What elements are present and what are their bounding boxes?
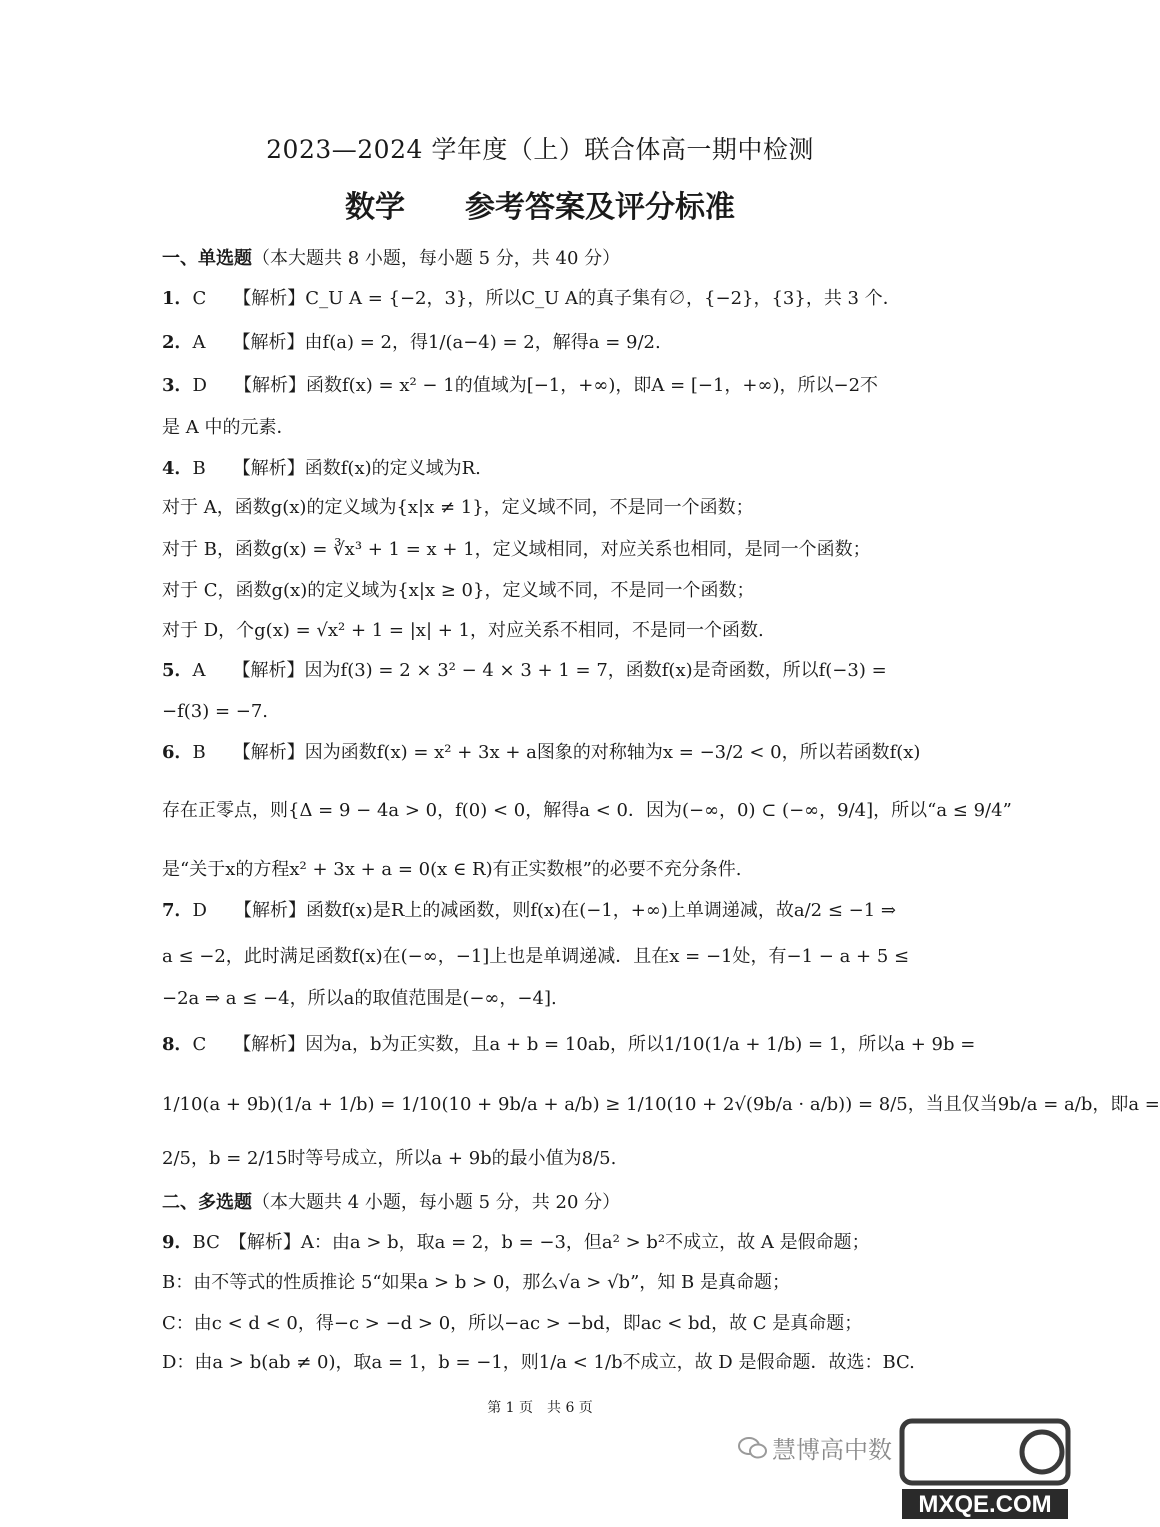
section-label: 一、单选题 xyxy=(162,248,252,269)
explanation-line: −2a ⇒ a ≤ −4，所以a的取值范围是(−∞，−4]. xyxy=(162,988,557,1009)
question-number: 8． xyxy=(162,1034,193,1055)
question-answer-line xyxy=(162,1230,922,1256)
answer-text: BC 【解析】A：由a > b，取a = 2，b = −3，但a² > b²不成立，故 A 是假命题； xyxy=(192,1232,870,1253)
explanation-line: a ≤ −2，此时满足函数f(x)在(−∞，−1]上也是单调递减．且在x = −1处，有−1 − a + 5 ≤ xyxy=(162,946,910,967)
answer-key-label: 参考答案及评分标准 xyxy=(465,190,735,225)
explanation-line: 对于 A，函数g(x)的定义域为{x|x ≠ 1}，定义域不同，不是同一个函数； xyxy=(162,497,754,518)
explanation-line: 2/5，b = 2/15时等号成立，所以a + 9b的最小值为8/5. xyxy=(162,1148,617,1169)
answer-text: C 【解析】因为a，b为正实数，且a + b = 10ab，所以1/10(1/a + 1/b) = 1，所以a + 9b = xyxy=(192,1034,976,1055)
explanation-line: D：由a > b(ab ≠ 0)，取a = 1，b = −1，则1/a < 1/b不成立，故 D 是假命题．故选：BC. xyxy=(162,1352,915,1373)
question-number: 2． xyxy=(162,332,193,353)
question-number: 4． xyxy=(162,458,193,479)
question-number: 7． xyxy=(162,900,193,921)
question-answer-line xyxy=(162,286,922,312)
section-label: 二、多选题 xyxy=(162,1192,252,1213)
watermark-logo xyxy=(900,1415,1070,1520)
explanation-line: 是 A 中的元素． xyxy=(162,417,295,438)
section-heading xyxy=(162,1190,922,1216)
answer-text: B 【解析】因为函数f(x) = x² + 3x + a图象的对称轴为x = −3/2 < 0，所以若函数f(x) xyxy=(192,742,921,763)
section-note: （本大题共 4 小题，每小题 5 分，共 20 分） xyxy=(252,1192,621,1213)
explanation-line: 是“关于x的方程x² + 3x + a = 0(x ∈ R)有正实数根”的必要不充分条件. xyxy=(162,859,742,880)
explanation-line: B：由不等式的性质推论 5“如果a > b > 0，那么√a > √b”，知 B 是真命题； xyxy=(162,1272,790,1293)
document-subtitle xyxy=(0,182,1080,226)
question-answer-line xyxy=(162,898,922,924)
explanation-line: 对于 D，个g(x) = √x² + 1 = |x| + 1，对应关系不相同，不是同一个函数. xyxy=(162,620,764,641)
question-answer-line xyxy=(162,658,922,684)
explanation-line: 存在正零点，则{Δ = 9 − 4a > 0，f(0) < 0，解得a < 0．因为(−∞，0) ⊂ (−∞，9/4]，所以“a ≤ 9/4” xyxy=(162,800,1012,821)
answer-text: B 【解析】函数f(x)的定义域为R. xyxy=(192,458,481,479)
question-number: 5． xyxy=(162,660,193,681)
explanation-line: C：由c < d < 0，得−c > −d > 0，所以−ac > −bd，即ac < bd，故 C 是真命题； xyxy=(162,1313,863,1334)
explanation-line: −f(3) = −7. xyxy=(162,701,269,722)
answer-text: C 【解析】C_U A = {−2，3}，所以C_U A的真子集有∅，{−2}，{3}，共 3 个． xyxy=(192,288,901,309)
question-answer-line xyxy=(162,330,922,356)
answer-text: A 【解析】因为f(3) = 2 × 3² − 4 × 3 + 1 = 7，函数f(x)是奇函数，所以f(−3) = xyxy=(192,660,887,681)
explanation-line: 对于 B，函数g(x) = ∛x³ + 1 = x + 1，定义域相同，对应关系也相同，是同一个函数； xyxy=(162,539,871,560)
answer-text: A 【解析】由f(a) = 2，得1/(a−4) = 2，解得a = 9/2. xyxy=(192,332,661,353)
answer-text: D 【解析】函数f(x) = x² − 1的值域为[−1，+∞)，即A = [−1，+∞)，所以−2不 xyxy=(192,375,879,396)
section-heading xyxy=(162,246,922,272)
question-answer-line xyxy=(162,740,922,766)
question-number: 6． xyxy=(162,742,193,763)
explanation-line: 1/10(a + 9b)(1/a + 1/b) = 1/10(10 + 9b/a + a/b) ≥ 1/10(10 + 2√(9b/a · a/b)) = 8/5，当且仅当9b/a = a/b，即a = xyxy=(162,1094,1160,1115)
question-answer-line xyxy=(162,1032,976,1058)
question-number: 3． xyxy=(162,375,193,396)
subject-label: 数学 xyxy=(345,190,405,225)
question-number: 9． xyxy=(162,1232,193,1253)
question-answer-line xyxy=(162,373,922,399)
explanation-line: 对于 C，函数g(x)的定义域为{x|x ≥ 0}，定义域不同，不是同一个函数； xyxy=(162,580,755,601)
watermark-logo-text: MXQE.COM xyxy=(918,1491,1052,1518)
answer-text: D 【解析】函数f(x)是R上的减函数，则f(x)在(−1，+∞)上单调递减，故a/2 ≤ −1 ⇒ xyxy=(192,900,896,921)
question-answer-line xyxy=(162,456,922,482)
page-footer: 第 1 页 共 6 页 xyxy=(487,1400,593,1416)
question-number: 1． xyxy=(162,288,193,309)
watermark-text: 慧博高中数 xyxy=(772,1436,892,1464)
document-title: 2023—2024 学年度（上）联合体高一期中检测 xyxy=(266,135,814,164)
wechat-icon xyxy=(738,1436,768,1460)
section-note: （本大题共 8 小题，每小题 5 分，共 40 分） xyxy=(252,248,621,269)
